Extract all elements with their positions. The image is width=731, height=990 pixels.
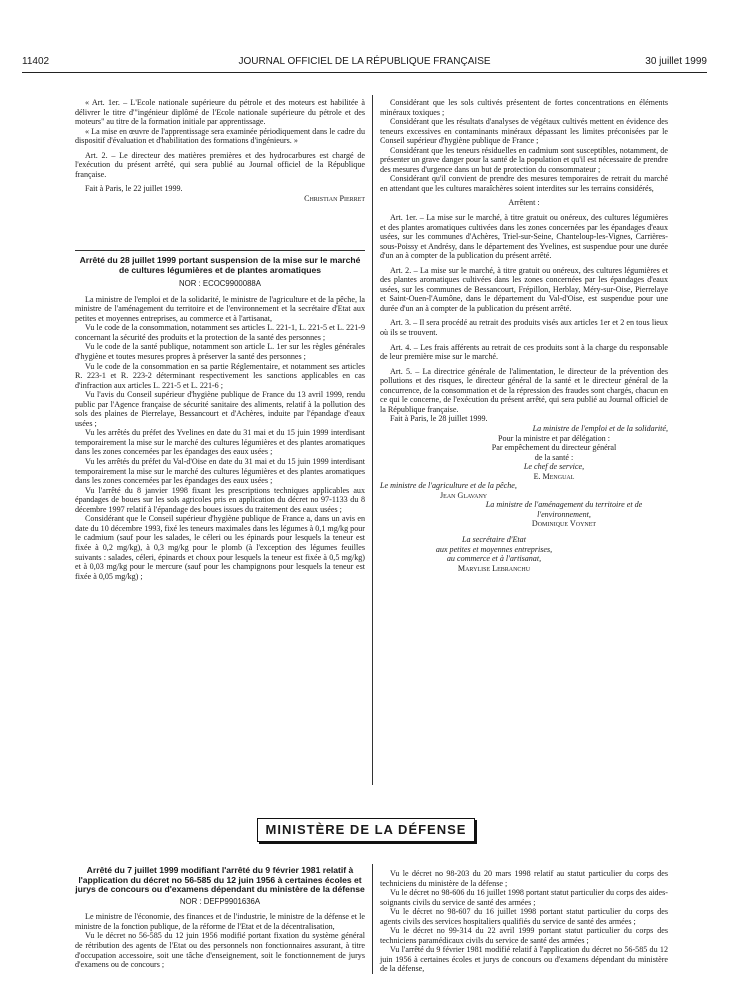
- paragraph: Considérant qu'il convient de prendre des mesures temporaires de retrait du marché en attendant que les cultures maraîchères soient interdites sur les terrains considérés,: [380, 174, 668, 193]
- signatory-title: La ministre de l'aménagement du territoire et de l'environnement,: [485, 500, 643, 519]
- paragraph: Vu le décret no 98-606 du 16 juillet 1998 portant statut particulier du corps des aides-soignants civils du service de santé des armées ;: [380, 888, 668, 907]
- paragraph: Vu l'arrêté du 8 janvier 1998 fixant les prescriptions techniques applicables aux épandages de boues sur les sols agricoles pris en application du décret no 97-1133 du 8 décembre 1997 relatif à l'épandage des boues issues du traitement des eaux usées ;: [75, 485, 365, 514]
- paragraph: Vu le code de la consommation, notamment ses articles L. 221-1, L. 221-5 et L. 221-9 concernant la sécurité des produits et la protection de la santé des personnes ;: [75, 323, 365, 342]
- paragraph: Vu le code de la santé publique, notamment son article L. 1er sur les règles générales d'hygiène et toutes mesures propres à préserver la santé des personnes ;: [75, 342, 365, 362]
- left-column-arrete: [75, 256, 365, 581]
- signature: E. Mengual: [533, 471, 575, 481]
- signatory-line: au commerce et à l'artisanat,: [446, 554, 542, 564]
- article: Art. 1er. – La mise sur le marché, à titre gratuit ou onéreux, des cultures légumières et des plantes aromatiques cultivées dans les zones concernées par les épandages d'eaux usées, sur les communes d'Achères, Triel-sur-Seine, Chanteloup-les-Vignes, Carrières-sous-Poissy et Andrésy, dans le département des Yvelines, est suspendue pour une durée d'un an à compter de la publication du présent arrêté.: [380, 213, 668, 261]
- article: Art. 2. – La mise sur le marché, à titre gratuit ou onéreux, des cultures légumières et des plantes aromatiques cultivées dans les zones concernées par les épandages d'eaux usées, sur les communes de Bessancourt, Frépillon, Herblay, Méry-sur-Oise, Pierrelaye et Saint-Ouen-l'Aumône, dans le département du Val-d'Oise, est suspendue pour une durée d'un an à compter de la publication du présent arrêté.: [380, 265, 668, 313]
- arretent-heading: Arrêtent :: [508, 198, 540, 208]
- signatory-line: Pour la ministre et par délégation :: [498, 433, 610, 443]
- paragraph: Vu le code de la consommation en sa partie Réglementaire, et notamment ses articles R. 223-1 et R. 223-2 déterminant respectivement les sanctions applicables en cas d'infraction aux articles L. 221-5 et L. 221-6 ;: [75, 361, 365, 390]
- column-divider: [372, 95, 373, 785]
- bottom-left-column: [75, 866, 365, 970]
- paragraph: Vu le décret no 99-314 du 22 avril 1999 portant statut particulier du corps des techniciens paramédicaux civils du service de santé des armées ;: [380, 926, 668, 945]
- article: Art. 5. – La directrice générale de l'alimentation, le directeur de la prévention des pollutions et des risques, le directeur général de la santé et le directeur général de la concurrence, de la consommation et de la répression des fraudes sont chargés, chacun en ce qui le concerne, de l'exécution du présent arrêté, qui sera publié au Journal officiel de la République française.: [380, 366, 668, 414]
- paragraph: La ministre de l'emploi et de la solidarité, le ministre de l'agriculture et de la pêche, la ministre de l'aménagement du territoire et de l'environnement et la secrétaire d'Etat aux petites et moyennes entreprises, au commerce et à l'artisanat,: [75, 294, 365, 323]
- arrete-title: Arrêté du 7 juillet 1999 modifiant l'arrêté du 9 février 1981 relatif à l'application du décret no 56-585 du 12 juin 1956 à certaines écoles et jurys de concours ou d'examens dépendant du ministère de la défense: [75, 865, 365, 895]
- paragraph: Considérant que les teneurs résiduelles en cadmium sont susceptibles, notamment, de présenter un grave danger pour la santé de la population et qu'il est nécessaire de prendre des mesures d'urgence dans un but de protection du consommateur ;: [380, 145, 668, 174]
- signature: Christian Pierret: [304, 193, 365, 203]
- right-column: [380, 98, 668, 573]
- nor-reference: NOR : DEFP9901636A: [179, 896, 261, 906]
- signatory-line: La secrétaire d'Etat: [462, 534, 526, 544]
- signatory-line: aux petites et moyennes entreprises,: [435, 544, 553, 554]
- paragraph: Fait à Paris, le 28 juillet 1999.: [390, 414, 488, 424]
- issue-date: 30 juillet 1999: [645, 56, 707, 67]
- paragraph: Vu les arrêtés du préfet des Yvelines en date du 31 mai et du 15 juin 1999 interdisant temporairement la mise sur le marché des cultures légumières et des plantes aromatiques dans les zones concernées par les épandages des eaux usées ;: [75, 428, 365, 457]
- signatory-title: Le ministre de l'agriculture et de la pêche,: [380, 481, 517, 491]
- article: Art. 4. – Les frais afférents au retrait de ces produits sont à la charge du responsable de leur première mise sur le marché.: [380, 342, 668, 362]
- article: Art. 3. – Il sera procédé au retrait des produits visés aux articles 1er et 2 en tous lieux où ils se trouvent.: [380, 318, 668, 338]
- paragraph: Considérant que le Conseil supérieur d'hygiène publique de France a, dans un avis en date du 10 décembre 1993, fixé les teneurs maximales dans les légumes à 0,1 mg/kg pour le cadmium (sauf pour les salades, le céleri ou les épinards pour lesquels la teneur est fixée à 0,2 mg/kg), à 0,3 mg/kg pour le plomb (à l'exception des légumes feuilles suivants : salades, céleri, épinards et choux pour lesquels la teneur est fixée à 0,5 mg/kg) et à 0,03 mg/kg pour le mercure (sauf pour les champignons pour lesquels la teneur est fixée à 0,05 mg/kg) ;: [75, 514, 365, 581]
- paragraph: Vu l'avis du Conseil supérieur d'hygiène publique de France du 13 avril 1999, rendu public par l'Agence française de sécurité sanitaire des aliments, relatif à la pollution des sols des plaines de Pierrelaye, Bessancourt et d'Achères, induite par l'épandage d'eaux usées ;: [75, 390, 365, 428]
- paragraph: Considérant que les sols cultivés présentent de fortes concentrations en éléments minéraux toxiques ;: [380, 98, 668, 117]
- signatory-title: La ministre de l'emploi et de la solidarité,: [532, 423, 668, 433]
- signatory-line: Le chef de service,: [523, 462, 585, 472]
- paragraph: « Art. 1er. – L'Ecole nationale supérieure du pétrole et des moteurs est habilitée à délivrer le titre d'"ingénieur diplômé de l'Ecole nationale supérieure du pétrole et des moteurs" au titre de la formation initiale par apprentissage.: [75, 98, 365, 127]
- signatory-line: Par empêchement du directeur général: [491, 443, 617, 453]
- bottom-right-column: [380, 869, 668, 974]
- paragraph: Vu le décret no 98-607 du 16 juillet 1998 portant statut particulier du corps des agents civils des services hospitaliers qualifiés du service de santé des armées ;: [380, 907, 668, 926]
- paragraph: Vu le décret no 98-203 du 20 mars 1998 relatif au statut particulier du corps des techniciens du ministère de la défense ;: [380, 869, 668, 888]
- nor-reference: NOR : ECOC9900088A: [179, 279, 261, 289]
- paragraph: Vu l'arrêté du 9 février 1981 modifié relatif à l'application du décret no 56-585 du 12 juin 1956 à certaines écoles et jurys de concours ou d'examens dépendant du ministère de la défense,: [380, 945, 668, 974]
- section-divider: [75, 250, 365, 251]
- signatory-line: de la santé :: [534, 452, 574, 462]
- paragraph: « La mise en œuvre de l'apprentissage sera examinée périodiquement dans le cadre du dispositif d'évaluation et d'habilitation des formations d'ingénieurs. »: [75, 126, 365, 146]
- left-column: [75, 98, 365, 203]
- column-divider: [372, 864, 373, 974]
- paragraph: Fait à Paris, le 22 juillet 1999.: [85, 184, 183, 194]
- journal-title: JOURNAL OFFICIEL DE LA RÉPUBLIQUE FRANÇAISE: [238, 56, 491, 67]
- page-header: [22, 56, 707, 70]
- paragraph: Considérant que les résultats d'analyses de végétaux cultivés mettent en évidence des teneurs excessives en contaminants minéraux dépassant les limites préconisées par le Conseil supérieur d'hygiène publique de France ;: [380, 117, 668, 146]
- paragraph: Vu le décret no 56-585 du 12 juin 1956 modifié portant fixation du système général de rétribution des agents de l'Etat ou des personnels non fonctionnaires assurant, à titre d'occupation accessoire, soit une tâche d'enseignement, soit le fonctionnement de jurys d'examens ou de concours ;: [75, 931, 365, 970]
- ministry-banner: MINISTÈRE DE LA DÉFENSE: [257, 818, 475, 842]
- paragraph: Le ministre de l'économie, des finances et de l'industrie, le ministre de la défense et le ministre de la fonction publique, de la réforme de l'Etat et de la décentralisation,: [75, 912, 365, 931]
- signature: Dominique Voynet: [531, 519, 597, 529]
- signature: Jean Glavany: [440, 490, 488, 500]
- signature: Marylise Lebranchu: [457, 563, 531, 573]
- paragraph: Art. 2. – Le directeur des matières premières et des hydrocarbures est chargé de l'exécution du présent arrêté, qui sera publié au Journal officiel de la République française.: [75, 150, 365, 179]
- page-number: 11402: [22, 56, 50, 67]
- header-rule: [22, 72, 707, 73]
- arrete-title: Arrêté du 28 juillet 1999 portant suspension de la mise sur le marché de cultures légumières et de plantes aromatiques: [79, 255, 361, 275]
- paragraph: Vu les arrêtés du préfet du Val-d'Oise en date du 31 mai et du 15 juin 1999 interdisant temporairement la mise sur le marché des cultures légumières et des plantes aromatiques dans les zones concernées par les épandages des eaux usées ;: [75, 457, 365, 486]
